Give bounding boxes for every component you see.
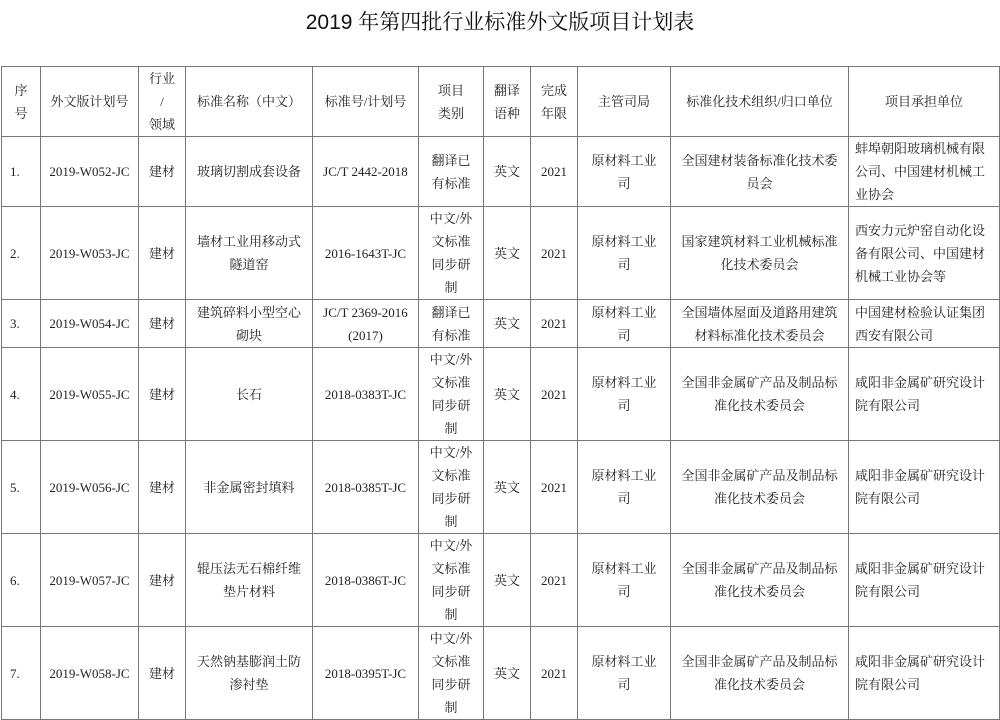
cell-deadline: 2021 [531,534,578,627]
cell-plan-no: 2019-W052-JC [41,137,139,207]
header-standard-no: 标准号/计划号 [313,67,419,137]
table-row [2,534,1000,627]
cell-standard-name: 非金属密封填料 [186,441,313,534]
cell-tech-org: 全国非金属矿产品及制品标 准化技术委员会 [671,441,849,534]
cell-industry: 建材 [139,627,186,720]
cell-industry: 建材 [139,348,186,441]
cell-tech-org: 国家建筑材料工业机械标准 化技术委员会 [671,207,849,300]
cell-tech-org: 全国墙体屋面及道路用建筑 材料标准化技术委员会 [671,300,849,348]
cell-deadline: 2021 [531,137,578,207]
cell-plan-no: 2019-W055-JC [41,348,139,441]
project-plan-table [1,66,1000,720]
cell-undertaker: 咸阳非金属矿研究设计 院有限公司 [849,441,1000,534]
header-project-type: 项目 类别 [419,67,484,137]
cell-project-type: 中文/外 文标准 同步研 制 [419,207,484,300]
cell-tech-org: 全国非金属矿产品及制品标 准化技术委员会 [671,348,849,441]
cell-standard-no: JC/T 2442-2018 [313,137,419,207]
header-tech-org: 标准化技术组织/归口单位 [671,67,849,137]
cell-department: 原材料工业 司 [578,534,671,627]
cell-language: 英文 [484,348,531,441]
cell-language: 英文 [484,137,531,207]
table-header-row [2,67,1000,137]
cell-standard-no: 2016-1643T-JC [313,207,419,300]
cell-department: 原材料工业 司 [578,441,671,534]
cell-project-type: 翻译已 有标准 [419,137,484,207]
cell-standard-no: JC/T 2369-2016 (2017) [313,300,419,348]
cell-tech-org: 全国非金属矿产品及制品标 准化技术委员会 [671,534,849,627]
cell-project-type: 中文/外 文标准 同步研 制 [419,348,484,441]
cell-department: 原材料工业 司 [578,207,671,300]
cell-project-type: 翻译已 有标准 [419,300,484,348]
table-row [2,207,1000,300]
cell-industry: 建材 [139,207,186,300]
cell-plan-no: 2019-W056-JC [41,441,139,534]
cell-seq: 7. [2,627,41,720]
header-plan-no: 外文版计划号 [41,67,139,137]
cell-standard-name: 辊压法无石棉纤维 垫片材料 [186,534,313,627]
header-seq: 序 号 [2,67,41,137]
table-row [2,137,1000,207]
cell-department: 原材料工业 司 [578,348,671,441]
cell-tech-org: 全国建材装备标准化技术委 员会 [671,137,849,207]
cell-industry: 建材 [139,300,186,348]
header-department: 主管司局 [578,67,671,137]
table-row [2,348,1000,441]
header-deadline: 完成 年限 [531,67,578,137]
cell-seq: 4. [2,348,41,441]
cell-seq: 1. [2,137,41,207]
cell-seq: 5. [2,441,41,534]
cell-department: 原材料工业 司 [578,627,671,720]
cell-seq: 2. [2,207,41,300]
cell-industry: 建材 [139,441,186,534]
cell-language: 英文 [484,534,531,627]
header-undertaker: 项目承担单位 [849,67,1000,137]
cell-project-type: 中文/外 文标准 同步研 制 [419,627,484,720]
table-row [2,441,1000,534]
cell-deadline: 2021 [531,441,578,534]
cell-tech-org: 全国非金属矿产品及制品标 准化技术委员会 [671,627,849,720]
table-row [2,627,1000,720]
header-industry: 行业 / 领域 [139,67,186,137]
cell-standard-no: 2018-0383T-JC [313,348,419,441]
cell-deadline: 2021 [531,348,578,441]
cell-standard-name: 墙材工业用移动式 隧道窑 [186,207,313,300]
cell-standard-name: 天然钠基膨润土防 渗衬垫 [186,627,313,720]
cell-undertaker: 咸阳非金属矿研究设计 院有限公司 [849,534,1000,627]
cell-department: 原材料工业 司 [578,137,671,207]
cell-department: 原材料工业 司 [578,300,671,348]
cell-deadline: 2021 [531,627,578,720]
cell-plan-no: 2019-W058-JC [41,627,139,720]
cell-standard-name: 玻璃切割成套设备 [186,137,313,207]
cell-industry: 建材 [139,137,186,207]
cell-standard-no: 2018-0385T-JC [313,441,419,534]
cell-industry: 建材 [139,534,186,627]
cell-undertaker: 咸阳非金属矿研究设计 院有限公司 [849,627,1000,720]
cell-standard-name: 长石 [186,348,313,441]
cell-standard-no: 2018-0386T-JC [313,534,419,627]
cell-undertaker: 咸阳非金属矿研究设计 院有限公司 [849,348,1000,441]
page-title: 2019 年第四批行业标准外文版项目计划表 [305,11,695,34]
cell-language: 英文 [484,627,531,720]
cell-standard-no: 2018-0395T-JC [313,627,419,720]
cell-language: 英文 [484,441,531,534]
cell-project-type: 中文/外 文标准 同步研 制 [419,441,484,534]
cell-project-type: 中文/外 文标准 同步研 制 [419,534,484,627]
header-standard-name: 标准名称（中文） [186,67,313,137]
cell-plan-no: 2019-W054-JC [41,300,139,348]
cell-standard-name: 建筑碎料小型空心 砌块 [186,300,313,348]
table-row [2,300,1000,348]
header-language: 翻译 语种 [484,67,531,137]
cell-deadline: 2021 [531,207,578,300]
cell-plan-no: 2019-W057-JC [41,534,139,627]
cell-language: 英文 [484,300,531,348]
cell-plan-no: 2019-W053-JC [41,207,139,300]
cell-seq: 3. [2,300,41,348]
cell-undertaker: 蚌埠朝阳玻璃机械有限 公司、中国建材机械工 业协会 [849,137,1000,207]
cell-undertaker: 西安力元炉窑自动化设 备有限公司、中国建材 机械工业协会等 [849,207,1000,300]
cell-language: 英文 [484,207,531,300]
cell-undertaker: 中国建材检验认证集团 西安有限公司 [849,300,1000,348]
cell-seq: 6. [2,534,41,627]
cell-deadline: 2021 [531,300,578,348]
